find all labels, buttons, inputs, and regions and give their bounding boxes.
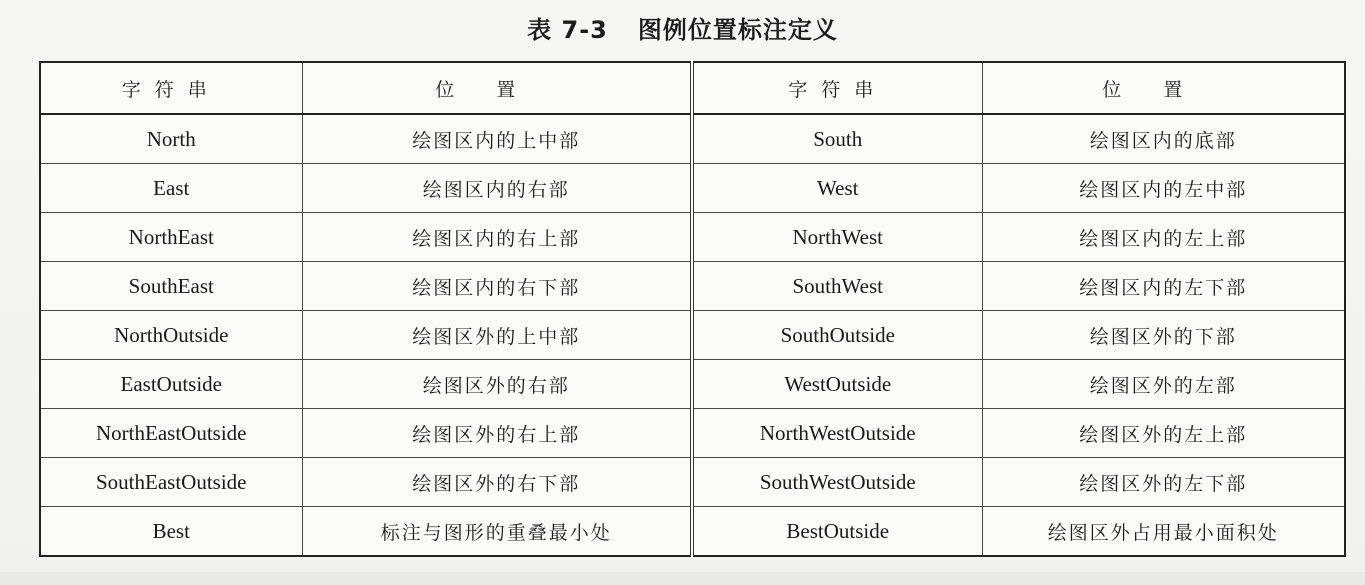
table-row bbox=[40, 409, 1345, 458]
position-cell: 绘图区内的底部 bbox=[982, 114, 1345, 164]
position-cell: 绘图区外的左上部 bbox=[982, 409, 1345, 458]
string-cell: North bbox=[40, 114, 302, 164]
string-cell: SouthEastOutside bbox=[40, 458, 302, 507]
string-cell: EastOutside bbox=[40, 360, 302, 409]
table-row bbox=[40, 507, 1345, 557]
table-title: 图例位置标注定义 bbox=[637, 16, 838, 44]
table-row bbox=[40, 114, 1345, 164]
table-row bbox=[40, 262, 1345, 311]
header-position-left: 位置 bbox=[302, 62, 692, 114]
table-row bbox=[40, 360, 1345, 409]
position-cell: 绘图区外的右上部 bbox=[302, 409, 692, 458]
position-cell: 绘图区外的右部 bbox=[302, 360, 692, 409]
string-cell: SouthOutside bbox=[692, 311, 982, 360]
string-cell: BestOutside bbox=[692, 507, 982, 557]
position-cell: 绘图区内的右上部 bbox=[302, 213, 692, 262]
string-cell: SouthEast bbox=[40, 262, 302, 311]
position-cell: 绘图区内的左上部 bbox=[982, 213, 1345, 262]
table-header-row bbox=[40, 62, 1345, 114]
header-string-left: 字符串 bbox=[40, 62, 302, 114]
string-cell: SouthWest bbox=[692, 262, 982, 311]
string-cell: Best bbox=[40, 507, 302, 557]
legend-position-table bbox=[39, 61, 1346, 557]
string-cell: NorthWestOutside bbox=[692, 409, 982, 458]
string-cell: NorthEastOutside bbox=[40, 409, 302, 458]
position-cell: 绘图区内的右下部 bbox=[302, 262, 692, 311]
table-row bbox=[40, 213, 1345, 262]
string-cell: NorthWest bbox=[692, 213, 982, 262]
page-bottom-edge bbox=[0, 572, 1365, 585]
table-row bbox=[40, 458, 1345, 507]
table-caption bbox=[0, 10, 1365, 45]
string-cell: NorthEast bbox=[40, 213, 302, 262]
position-cell: 绘图区外的下部 bbox=[982, 311, 1345, 360]
position-cell: 标注与图形的重叠最小处 bbox=[302, 507, 692, 557]
table-row bbox=[40, 311, 1345, 360]
table-row bbox=[40, 164, 1345, 213]
position-cell: 绘图区外占用最小面积处 bbox=[982, 507, 1345, 557]
position-cell: 绘图区内的右部 bbox=[302, 164, 692, 213]
table-number: 表 7-3 bbox=[527, 16, 608, 44]
string-cell: South bbox=[692, 114, 982, 164]
position-cell: 绘图区外的上中部 bbox=[302, 311, 692, 360]
position-cell: 绘图区内的左中部 bbox=[982, 164, 1345, 213]
string-cell: West bbox=[692, 164, 982, 213]
position-cell: 绘图区外的右下部 bbox=[302, 458, 692, 507]
position-cell: 绘图区内的上中部 bbox=[302, 114, 692, 164]
position-cell: 绘图区外的左下部 bbox=[982, 458, 1345, 507]
position-cell: 绘图区外的左部 bbox=[982, 360, 1345, 409]
header-position-right: 位置 bbox=[982, 62, 1345, 114]
string-cell: East bbox=[40, 164, 302, 213]
header-string-right: 字符串 bbox=[692, 62, 982, 114]
string-cell: WestOutside bbox=[692, 360, 982, 409]
string-cell: NorthOutside bbox=[40, 311, 302, 360]
string-cell: SouthWestOutside bbox=[692, 458, 982, 507]
position-cell: 绘图区内的左下部 bbox=[982, 262, 1345, 311]
